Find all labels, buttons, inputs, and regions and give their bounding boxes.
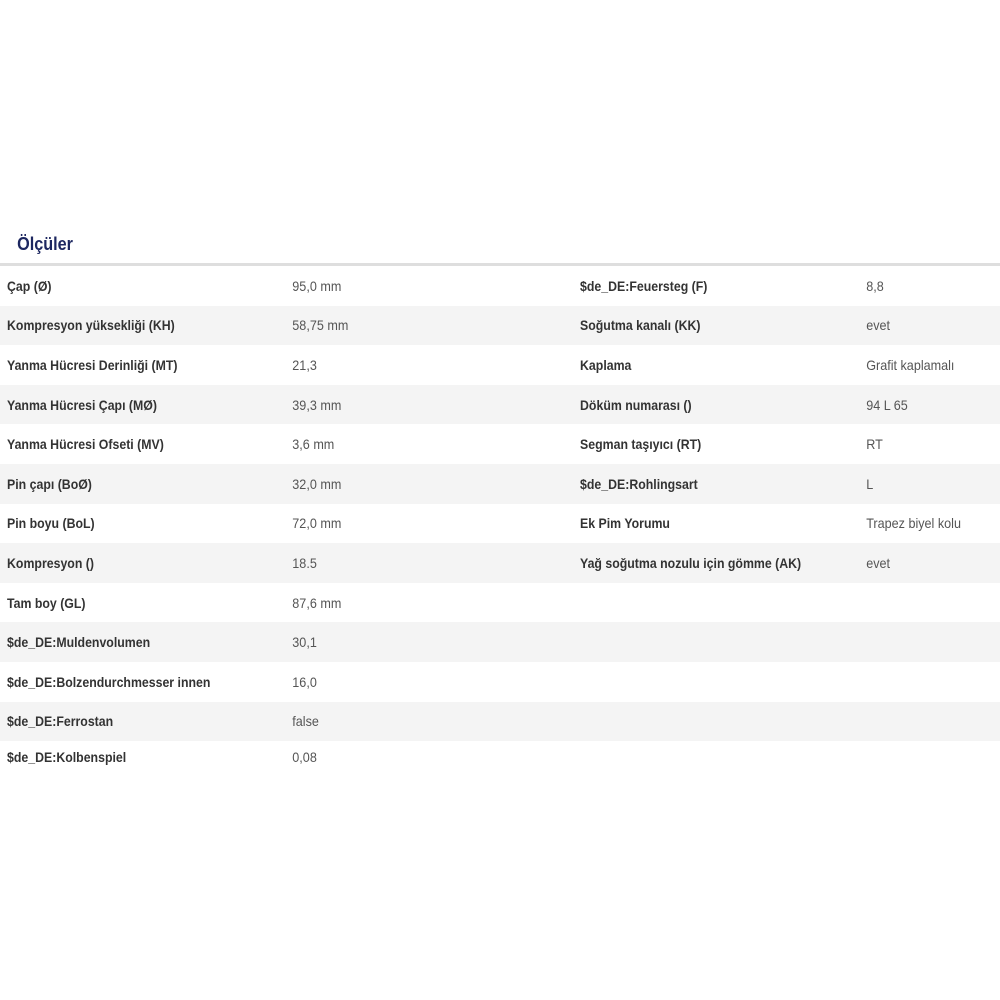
spec-row (573, 464, 1000, 504)
spec-row (573, 266, 1000, 306)
spec-value: 94 L 65 (866, 396, 908, 413)
spec-label: Ek Pim Yorumu (580, 515, 670, 532)
spec-value: Grafit kaplamalı (866, 356, 955, 373)
spec-row (573, 306, 1000, 346)
spec-value: 18.5 (292, 554, 317, 571)
spec-value: 58,75 mm (292, 317, 349, 334)
spec-row (573, 622, 1000, 662)
spec-value: 72,0 mm (292, 515, 342, 532)
spec-row (0, 583, 573, 623)
spec-value: false (292, 713, 319, 730)
spec-row (573, 662, 1000, 702)
spec-row (0, 504, 573, 544)
spec-value: 30,1 (292, 634, 317, 651)
spec-row (573, 583, 1000, 623)
spec-value: 87,6 mm (292, 594, 342, 611)
spec-row (0, 345, 573, 385)
spec-value: 95,0 mm (292, 277, 342, 294)
spec-label: Segman taşıyıcı (RT) (580, 436, 702, 453)
spec-label: Soğutma kanalı (KK) (580, 317, 701, 334)
spec-label: $de_DE:Ferrostan (7, 713, 114, 730)
spec-row (0, 385, 573, 425)
spec-label: Tam boy (GL) (7, 594, 86, 611)
spec-label: Yağ soğutma nozulu için gömme (AK) (580, 554, 802, 571)
spec-value: RT (866, 436, 883, 453)
spec-value: 39,3 mm (292, 396, 342, 413)
spec-label: Yanma Hücresi Çapı (MØ) (7, 396, 157, 413)
spec-value: 8,8 (866, 277, 884, 294)
spec-label: Kompresyon yüksekliği (KH) (7, 317, 175, 334)
spec-label: Yanma Hücresi Derinliği (MT) (7, 356, 178, 373)
spec-value: 32,0 mm (292, 475, 342, 492)
spec-row (0, 266, 573, 306)
spec-label: $de_DE:Feuersteg (F) (580, 277, 708, 294)
spec-column-left (0, 266, 573, 771)
spec-row (0, 662, 573, 702)
spec-label: Çap (Ø) (7, 277, 52, 294)
spec-row (573, 424, 1000, 464)
spec-table (0, 266, 1000, 771)
spec-value: evet (866, 317, 891, 334)
spec-value: evet (866, 554, 891, 571)
spec-label: $de_DE:Bolzendurchmesser innen (7, 673, 211, 690)
spec-row (573, 385, 1000, 425)
spec-row (573, 702, 1000, 742)
section-title: Ölçüler (17, 234, 73, 254)
spec-label: Yanma Hücresi Ofseti (MV) (7, 436, 164, 453)
spec-row (0, 622, 573, 662)
spec-value: Trapez biyel kolu (866, 515, 961, 532)
spec-row (573, 741, 1000, 771)
dimensions-section (0, 225, 1000, 771)
spec-label: Kaplama (580, 356, 632, 373)
spec-row (0, 741, 573, 771)
spec-row (573, 345, 1000, 385)
spec-row (0, 702, 573, 742)
spec-row (0, 543, 573, 583)
spec-label: Döküm numarası () (580, 396, 692, 413)
spec-label: $de_DE:Muldenvolumen (7, 634, 151, 651)
spec-value: 3,6 mm (292, 436, 335, 453)
spec-row (573, 543, 1000, 583)
spec-row (0, 306, 573, 346)
spec-label: Pin çapı (BoØ) (7, 475, 92, 492)
spec-value: 0,08 (292, 749, 317, 766)
spec-label: Kompresyon () (7, 554, 94, 571)
spec-label: Pin boyu (BoL) (7, 515, 95, 532)
spec-row (0, 464, 573, 504)
spec-column-right (573, 266, 1000, 771)
spec-value: 16,0 (292, 673, 317, 690)
spec-value: 21,3 (292, 356, 317, 373)
spec-value: L (866, 475, 874, 492)
spec-label: $de_DE:Kolbenspiel (7, 749, 127, 766)
spec-label: $de_DE:Rohlingsart (580, 475, 698, 492)
spec-row (573, 504, 1000, 544)
spec-row (0, 424, 573, 464)
